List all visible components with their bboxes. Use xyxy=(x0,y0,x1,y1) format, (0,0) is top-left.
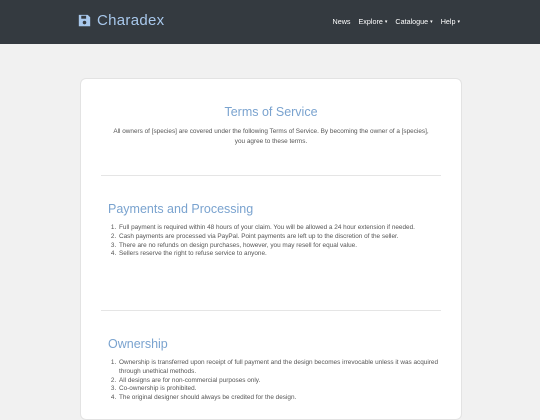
caret-down-icon: ▾ xyxy=(430,19,433,26)
section-title-ownership: Ownership xyxy=(108,337,168,351)
page-title: Terms of Service xyxy=(224,105,318,119)
intro-text: All owners of [species] are covered under the following Terms of Service. By becoming the owner of a [species], you agree to these terms. xyxy=(113,128,429,145)
nav-item-news[interactable]: News xyxy=(332,17,351,26)
list-item: 4. Sellers reserve the right to refuse service to anyone. xyxy=(118,250,451,259)
payments-list xyxy=(108,224,451,259)
list-item: 2. All designs are for non-commercial purposes only. xyxy=(118,377,451,386)
list-item: 3. Co-ownership is prohibited. xyxy=(118,385,451,394)
list-item: 1. Full payment is required within 48 hours of your claim. You will be allowed a 24 hour extension if needed. xyxy=(118,224,451,233)
brand-name: Charadex xyxy=(97,12,165,29)
ownership-list xyxy=(108,359,451,403)
floppy-disk-icon xyxy=(78,14,91,27)
list-item: 1. Ownership is transferred upon receipt of full payment and the design becomes irrevocable unless it was acquired through unethical methods. xyxy=(118,359,451,377)
nav-item-help[interactable]: Help ▾ xyxy=(440,17,460,26)
section-title-payments: Payments and Processing xyxy=(108,202,254,216)
brand-link[interactable] xyxy=(78,12,164,29)
nav-item-catalogue[interactable]: Catalogue ▾ xyxy=(395,17,433,26)
content-card xyxy=(80,78,462,420)
list-item: 2. Cash payments are processed via PayPal. Point payments are left up to the discretion of the seller. xyxy=(118,233,451,242)
main-nav xyxy=(333,17,460,26)
list-item: 4. The original designer should always be credited for the design. xyxy=(118,394,451,403)
divider xyxy=(101,175,441,176)
nav-item-explore[interactable]: Explore ▾ xyxy=(358,17,388,26)
navbar xyxy=(0,0,540,44)
caret-down-icon: ▾ xyxy=(384,19,388,26)
caret-down-icon: ▾ xyxy=(457,19,460,26)
divider xyxy=(101,310,441,311)
list-item: 3. There are no refunds on design purchases, however, you may resell for equal value. xyxy=(118,242,451,251)
